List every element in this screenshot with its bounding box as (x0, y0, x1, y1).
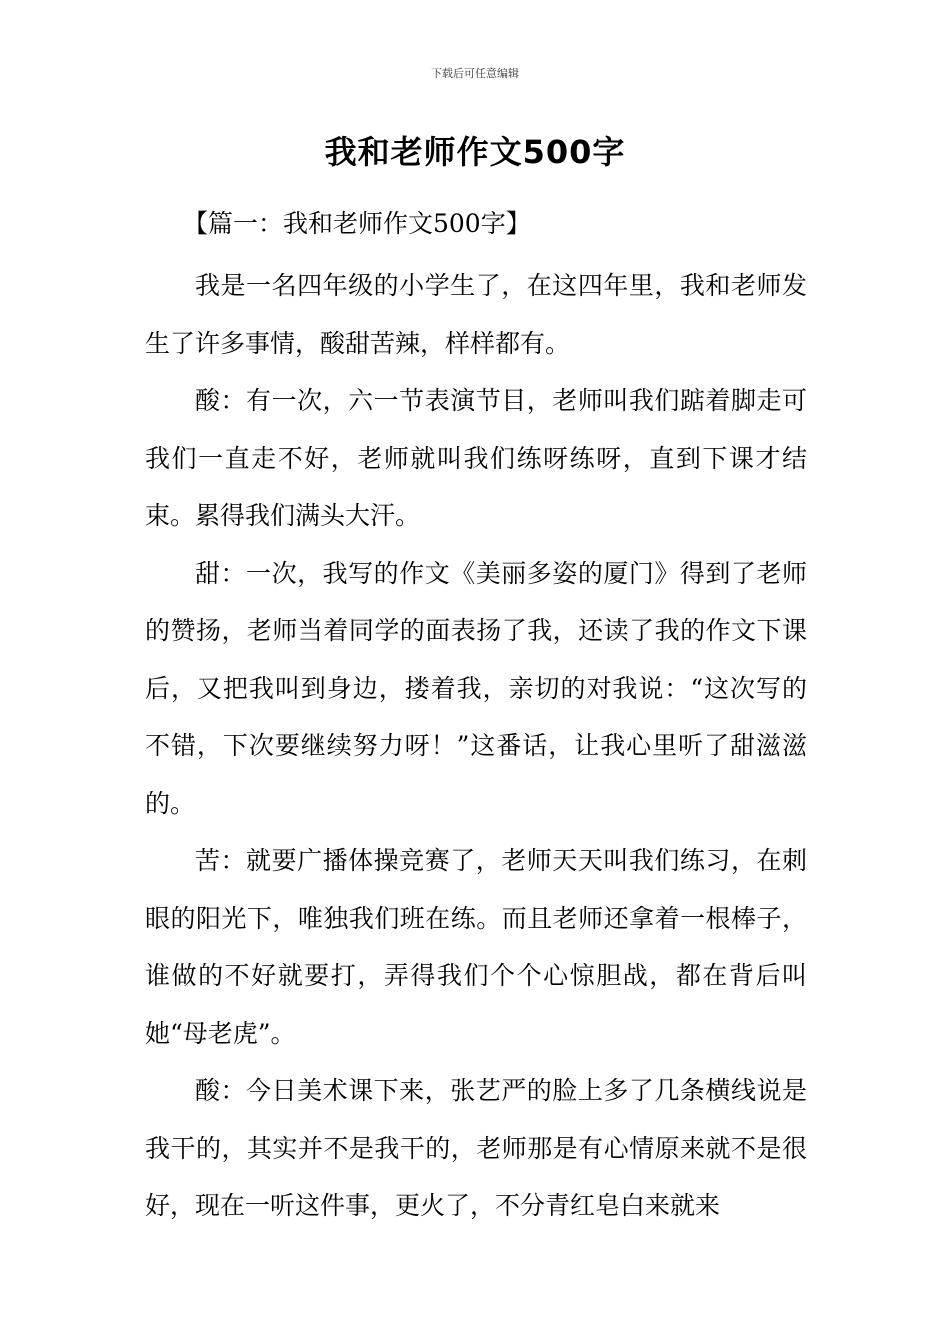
paragraph-sour-2: 酸：今日美术课下来，张艺严的脸上多了几条横线说是我干的，其实并不是我干的，老师那是有心情原来就不是很好，现在一听这件事，更火了，不分青红皂白来就来 (145, 1076, 807, 1220)
header-note: 下载后可任意编辑 (431, 67, 519, 80)
paragraph-intro: 我是一名四年级的小学生了，在这四年里，我和老师发生了许多事情，酸甜苦辣，样样都有。 (145, 271, 807, 358)
document-title: 我和老师作文500字 (324, 133, 626, 171)
paragraph-sour-1: 酸：有一次，六一节表演节目，老师叫我们踮着脚走可我们一直走不好，老师就叫我们练呀练呀，直到下课才结束。累得我们满头大汗。 (145, 386, 807, 530)
paragraph-sweet: 甜：一次，我写的作文《美丽多姿的厦门》得到了老师的赞扬，老师当着同学的面表扬了我，还读了我的作文下课后，又把我叫到身边，搂着我，亲切的对我说：“这次写的不错，下次要继续努力呀！”这番话，让我心里听了甜滋滋的。 (145, 558, 807, 818)
document-body (145, 199, 807, 1235)
paragraph-bitter: 苦：就要广播体操竞赛了，老师天天叫我们练习，在刺眼的阳光下，唯独我们班在练。而且老师还拿着一根棒子，谁做的不好就要打，弄得我们个个心惊胆战，都在背后叫她“母老虎”。 (145, 846, 807, 1048)
section-heading: 【篇一：我和老师作文500字】 (183, 209, 531, 238)
